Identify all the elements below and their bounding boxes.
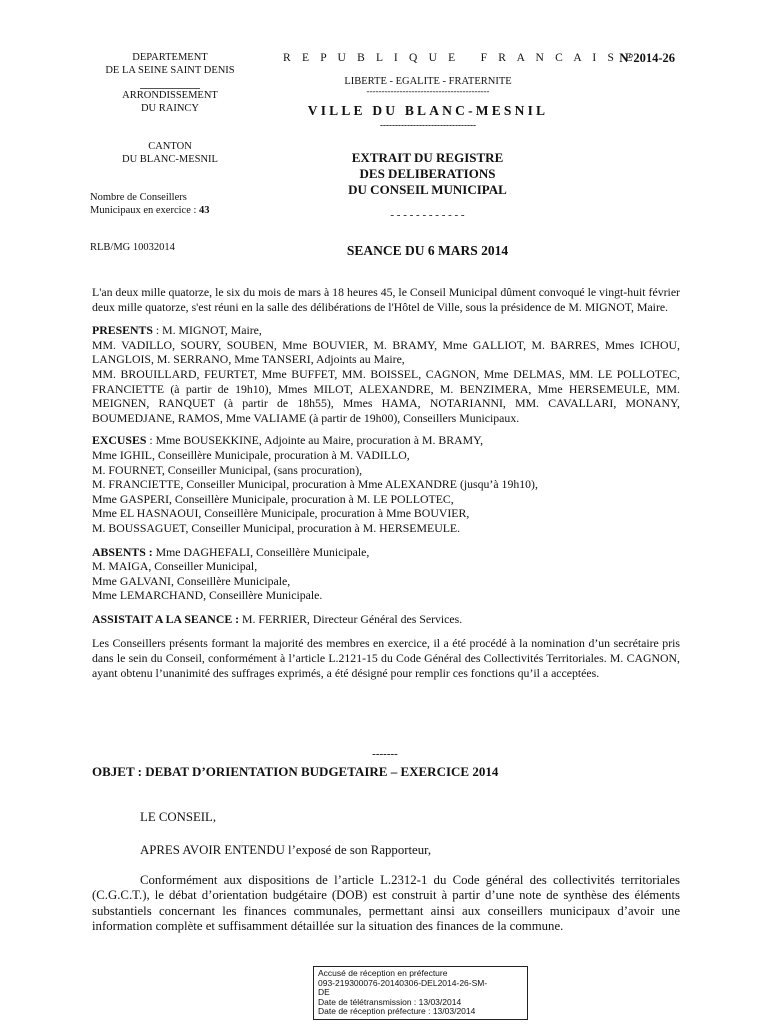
- excuses-line-2: Mme IGHIL, Conseillère Municipale, procuration à M. VADILLO,: [92, 447, 410, 462]
- absents-line-1: Mme DAGHEFALI, Conseillère Municipale,: [152, 544, 370, 559]
- objet-dashes: -------: [372, 748, 398, 760]
- extrait-line-1: EXTRAIT DU REGISTRE: [351, 150, 504, 165]
- arrondissement-line-2: DU RAINCY: [140, 102, 200, 114]
- excuses-line-5: Mme GASPERI, Conseillère Municipale, procuration à M. LE POLLOTEC,: [92, 491, 454, 506]
- canton-line-1: CANTON: [148, 141, 192, 152]
- conseillers-line-1: Nombre de Conseillers: [90, 192, 187, 203]
- departement-line-1: DEPARTEMENT: [132, 52, 208, 63]
- extrait-line-3: DU CONSEIL MUNICIPAL: [348, 182, 507, 197]
- excuses-line-1: : Mme BOUSEKKINE, Adjointe au Maire, procuration à M. BRAMY,: [146, 433, 484, 448]
- arrondissement-block: [90, 88, 250, 115]
- divider: [140, 88, 200, 89]
- excuses-line-7: M. BOUSSAGUET, Conseiller Municipal, procuration à M. HERSEMEULE.: [92, 520, 461, 535]
- ville-dashes: --------------------------------: [380, 120, 476, 130]
- ville-title: VILLE DU BLANC-MESNIL: [307, 103, 549, 118]
- excuses-line-6: Mme EL HASNAOUI, Conseillère Municipale, procuration à Mme BOUVIER,: [92, 506, 470, 521]
- deliberation-number: N°2014-26: [619, 51, 675, 65]
- objet-title: OBJET : DEBAT D’ORIENTATION BUDGETAIRE – EXERCICE 2014: [92, 764, 499, 779]
- absents-paragraph: [92, 545, 680, 603]
- absents-line-4: Mme LEMARCHAND, Conseillère Municipale.: [92, 588, 323, 603]
- stamp-line-3: DE: [318, 987, 330, 997]
- presents-line-3: MM. BROUILLARD, FEURTET, Mme BUFFET, MM. BOISSEL, CAGNON, Mme DELMAS, MM. LE POLLOTEC, FRANCIETTE (à partir de 19h10), Mmes MILOT, ALEXANDRE, M. BENZIMERA, Mme HERSEMEULE, MM. MEIGNEN, RANQUET (à partir de 18h55), Mmes HAMA, NOTARIANNI, MM. CAVALLARI, MONANY, BOUMEDJANE, RAMOS, Mme VALIAME (à partir de 19h00), Conseillers Municipaux.: [92, 366, 680, 425]
- excuses-label: EXCUSES: [92, 433, 147, 448]
- conseillers-block: [90, 192, 250, 217]
- canton-line-2: DU BLANC-MESNIL: [122, 153, 218, 165]
- conseillers-label: Municipaux en exercice :: [90, 204, 200, 216]
- secretaire-paragraph: Les Conseillers présents formant la majorité des membres en exercice, il a été procédé à la nomination d’un secrétaire pris dans le sein du Conseil, conformément à l’article L.2121-15 du Code Général des Collectivités Territoriales. M. CAGNON, ayant obtenu l’unanimité des suffrages exprimés, a été désigné pour remplir ces fonctions qu’il a acceptées.: [92, 636, 680, 680]
- absents-label: ABSENTS :: [92, 544, 153, 559]
- motto: LIBERTE - EGALITE - FRATERNITE: [344, 76, 512, 87]
- assistait-text: M. FERRIER, Directeur Général des Services.: [239, 611, 463, 626]
- presents-label: PRESENTS: [92, 323, 153, 338]
- departement-line-2: DE LA SEINE SAINT DENIS: [105, 64, 235, 76]
- presents-paragraph: [92, 323, 680, 425]
- departement-block: [90, 52, 250, 77]
- extrait-title: [300, 150, 555, 223]
- reception-stamp: [313, 966, 528, 1020]
- conformement-paragraph: Conformément aux dispositions de l’article L.2312-1 du Code général des collectivités territoriales (C.G.C.T.), le débat d’orientation budgétaire (DOB) est construit à partir d’une note de synthèse des éléments substantiels concernant les finances communales, permettant ainsi aux conseillers municipaux d’avoir une information complète et suffisamment détaillée sur la situation des finances de la commune.: [92, 873, 680, 934]
- excuses-paragraph: [92, 433, 680, 535]
- extrait-line-2: DES DELIBERATIONS: [359, 166, 496, 181]
- stamp-line-2: 093-219300076-20140306-DEL2014-26-SM-: [318, 977, 488, 988]
- absents-line-3: Mme GALVANI, Conseillère Municipale,: [92, 573, 291, 588]
- stamp-line-1: Accusé de réception en préfecture: [318, 968, 448, 978]
- header-left: [90, 52, 250, 255]
- le-conseil: LE CONSEIL,: [140, 810, 217, 824]
- presents-line-1: : M. MIGNOT, Maire,: [152, 323, 262, 338]
- assistait-paragraph: [92, 612, 680, 627]
- conseillers-count: 43: [199, 204, 210, 216]
- header-center: [283, 52, 637, 130]
- excuses-line-3: M. FOURNET, Conseiller Municipal, (sans procuration),: [92, 462, 363, 477]
- extrait-dashes: - - - - - - - - - - - -: [390, 209, 465, 221]
- canton-block: [90, 141, 250, 166]
- motto-dashes: -----------------------------------------: [366, 86, 490, 96]
- republique-francaise: R E P U B L I Q U E F R A N C A I S E: [283, 52, 637, 64]
- apres-avoir-entendu: APRES AVOIR ENTENDU l’exposé de son Rapporteur,: [140, 843, 432, 857]
- absents-line-2: M. MAIGA, Conseiller Municipal,: [92, 559, 258, 574]
- presents-line-2: MM. VADILLO, SOURY, SOUBEN, Mme BOUVIER, M. BRAMY, Mme GALLIOT, M. BARRES, Mmes ICHOU, LANGLOIS, M. SERRANO, Mme TANSERI, Adjoints au Maire,: [92, 337, 680, 367]
- seance-title: SEANCE DU 6 MARS 2014: [346, 243, 509, 258]
- stamp-line-5: Date de réception préfecture : 13/03/2014: [318, 1006, 476, 1016]
- conseillers-line-2: [90, 205, 250, 218]
- body: [92, 285, 680, 689]
- intro-paragraph: L'an deux mille quatorze, le six du mois de mars à 18 heures 45, le Conseil Municipal dûment convoqué le vingt-huit février deux mille quatorze, s'est réuni en la salle des délibérations de l'Hôtel de Ville, sous la présidence de M. MIGNOT, Maire.: [92, 285, 680, 314]
- stamp-line-4: Date de télétransmission : 13/03/2014: [318, 996, 462, 1007]
- arrondissement-line-1: ARRONDISSEMENT: [122, 90, 218, 101]
- assistait-label: ASSISTAIT A LA SEANCE :: [92, 611, 240, 626]
- excuses-line-4: M. FRANCIETTE, Conseiller Municipal, procuration à Mme ALEXANDRE (jusqu’à 19h10),: [92, 477, 538, 492]
- reference-code: RLB/MG 10032014: [90, 242, 175, 253]
